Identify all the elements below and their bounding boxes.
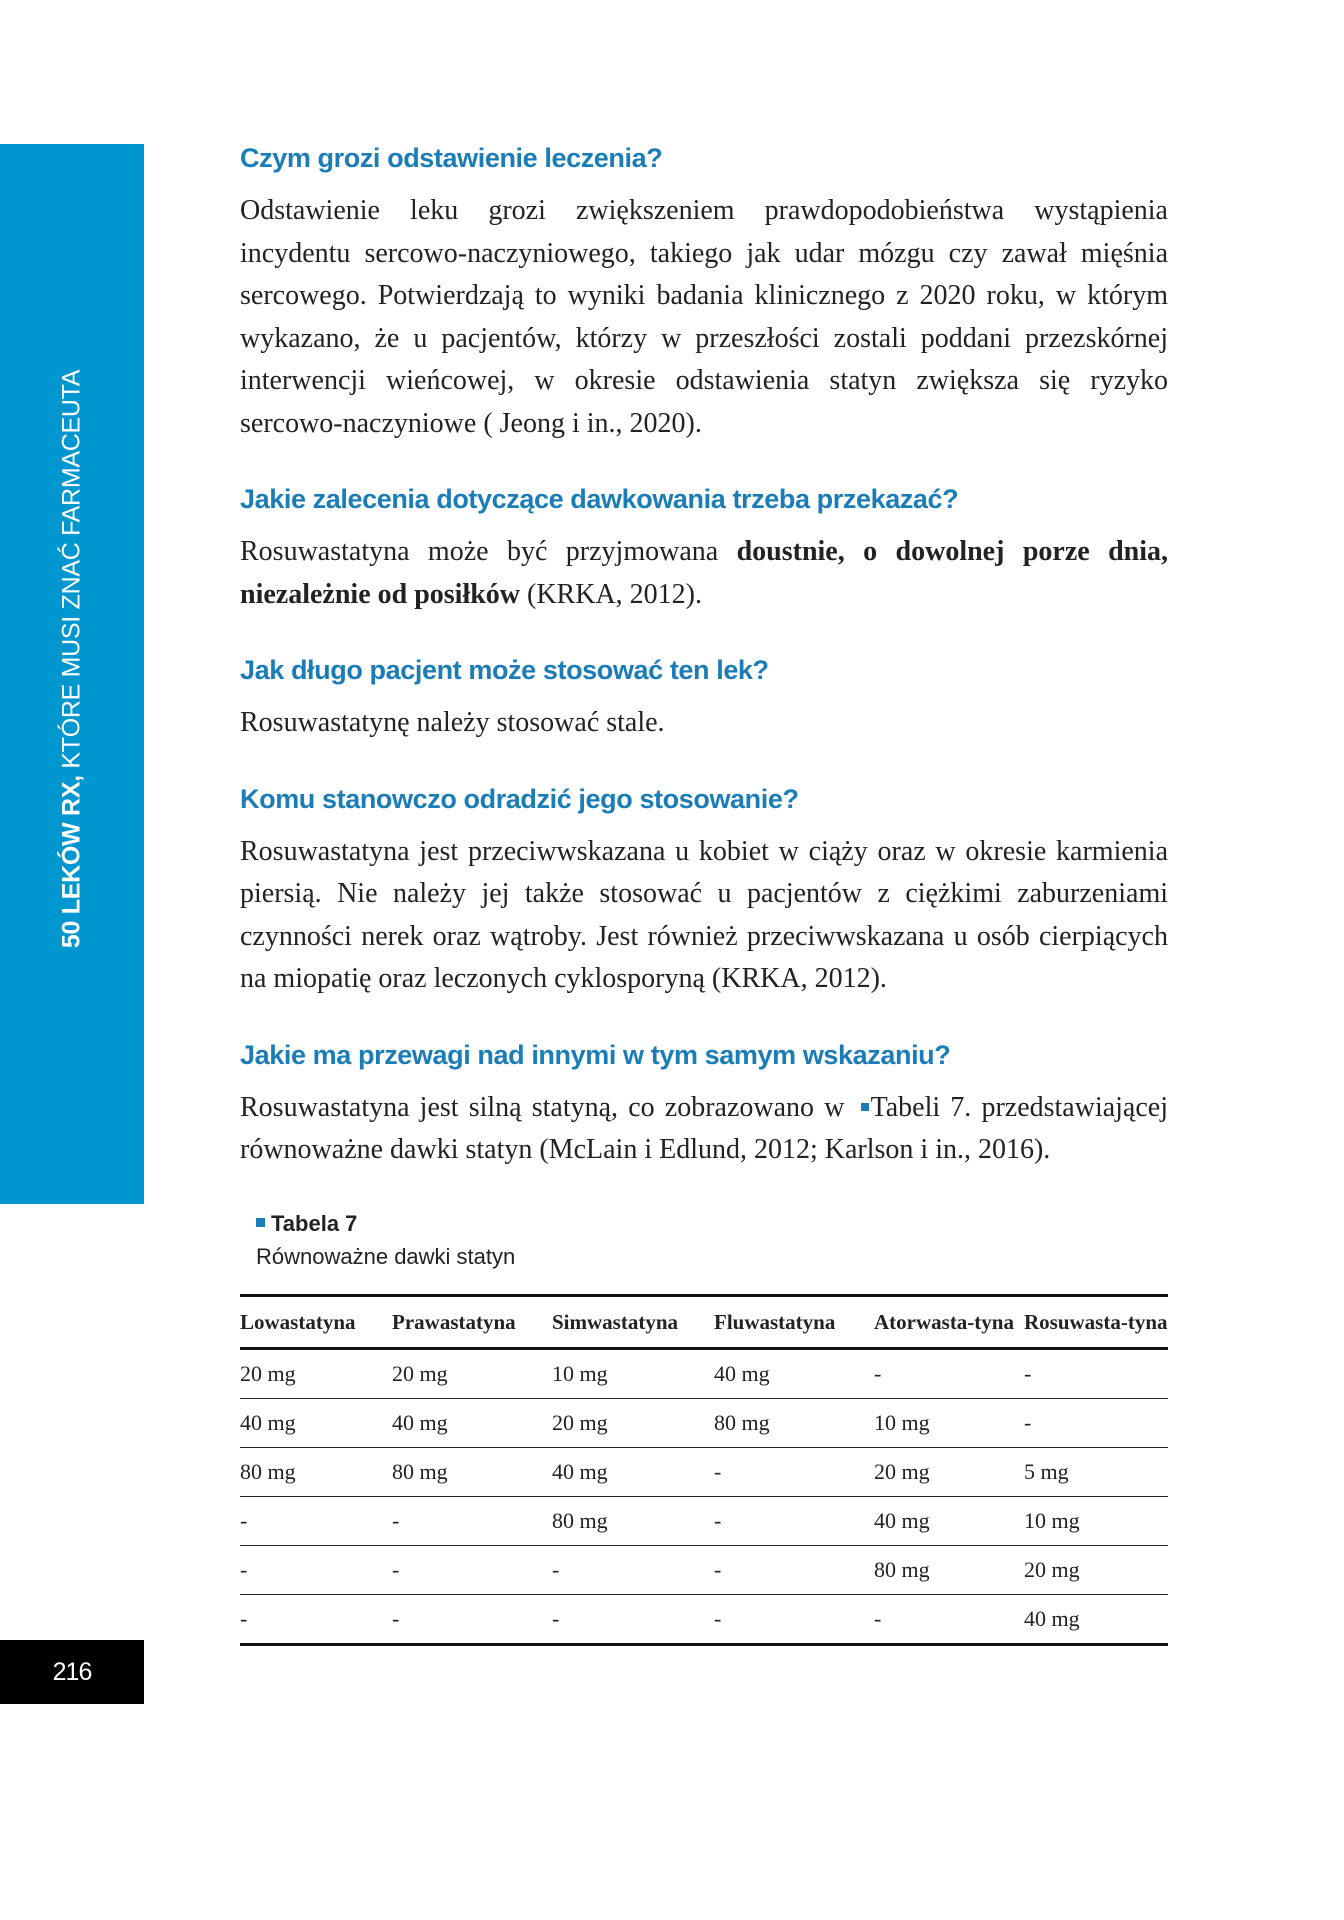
table-cell: 40 mg [714,1348,874,1398]
table-cell: 10 mg [1024,1496,1168,1545]
section-body-dosage [240,531,1168,616]
table-header-cell: Prawastatyna [392,1309,516,1334]
table-cell: - [714,1594,874,1644]
table-cell: - [874,1594,1024,1644]
table-row [240,1594,1168,1644]
table-bullet-icon [256,1218,265,1227]
sidebar-band [0,144,144,1204]
table-cell: 20 mg [874,1447,1024,1496]
section-body-discontinuation: Odstawienie leku grozi zwiększeniem prawdopodobieństwa wystąpienia incydentu sercowo-naczyniowego, takiego jak udar mózgu czy zawał mięśnia sercowego. Potwierdzają to wyniki badania klinicznego z 2020 roku, w którym wykazano, że u pacjentów, którzy w przeszłości zostali poddani przezskórnej interwencji wieńcowej, w okresie odstawienia statyn zwiększa się ryzyko sercowo-naczyniowe ( Jeong i in., 2020). [240,195,1168,439]
table-cell: 20 mg [240,1348,392,1398]
table-cell: - [1024,1398,1168,1447]
table-header-row [240,1295,1168,1348]
table-cell: 20 mg [392,1348,552,1398]
section-heading-advantages: Jakie ma przewagi nad innymi w tym samym wskazaniu? [240,1039,951,1070]
table-cell: 40 mg [874,1496,1024,1545]
advantages-text-suffix: Tabeli 7. przedstawiającej równoważne dawki statyn (McLain i Edlund, 2012; Karlson i in., 2016). [240,1091,1168,1165]
table-row [240,1398,1168,1447]
table-row [240,1496,1168,1545]
dosage-bold-timing: o dowolnej porze dnia, niezależnie od posiłków [240,536,1169,610]
dosage-text-prefix: Rosuwastatyna może być przyjmowana [240,536,737,567]
section-body-advantages [240,1087,1168,1172]
table-cell: - [714,1496,874,1545]
table-cell: - [714,1447,874,1496]
table-cell: 80 mg [552,1496,714,1545]
table-cell: - [552,1545,714,1594]
table-cell: - [240,1496,392,1545]
running-header-bold: 50 LEKÓW RX, [57,775,86,949]
table-cell: - [392,1496,552,1545]
table-cell: 20 mg [552,1398,714,1447]
table-link-bullet-icon [861,1103,869,1111]
table-cell: 80 mg [392,1447,552,1496]
table-cell: 40 mg [392,1398,552,1447]
section-heading-discontinuation: Czym grozi odstawienie leczenia? [240,143,663,173]
table-cell: - [240,1545,392,1594]
table-header-cell: Rosuwasta-tyna [1024,1309,1168,1334]
table-cell: 80 mg [240,1447,392,1496]
table-cell: 80 mg [874,1545,1024,1594]
table-header-cell: Lowastatyna [240,1309,356,1334]
section-heading-dosage: Jakie zalecenia dotyczące dawkowania trzeba przekazać? [240,484,959,514]
table-header-cell: Atorwasta-tyna [874,1309,1014,1334]
section-heading-contraindications: Komu stanowczo odradzić jego stosowanie? [240,783,799,814]
table-header-cell: Simwastatyna [552,1309,679,1334]
table-row [240,1348,1168,1398]
dosage-text-suffix: (KRKA, 2012). [520,578,703,610]
dosage-bold-oral: doustnie [736,536,838,567]
table-cell: - [714,1545,874,1594]
table-cell: 10 mg [874,1398,1024,1447]
section-body-duration: Rosuwastatynę należy stosować stale. [240,707,665,738]
table-header-cell: Fluwastatyna [714,1309,836,1334]
section-heading-duration: Jak długo pacjent może stosować ten lek? [240,655,769,685]
running-header-rest: KTÓRE MUSI ZNAĆ FARMACEUTA [57,369,86,776]
table-cell: - [874,1348,1024,1398]
table-cell: 40 mg [1024,1594,1168,1644]
section-body-contraindications: Rosuwastatyna jest przeciwwskazana u kobiet w ciąży oraz w okresie karmienia piersią. Nie należy jej także stosować u pacjentów z ciężkimi zaburzeniami czynności nerek oraz wątroby. Jest również przeciwwskazana u osób cierpiących na miopatię oraz leczonych cyklosporyną (KRKA, 2012). [240,835,1168,994]
table-cell: 20 mg [1024,1545,1168,1594]
table-cell: - [552,1594,714,1644]
table-title [256,1208,1168,1240]
table-cell: - [392,1545,552,1594]
table-row [240,1545,1168,1594]
table-cell: - [1024,1348,1168,1398]
advantages-text-prefix: Rosuwastatyna jest silną statyną, co zobrazowano w [240,1091,855,1123]
statin-dose-table [240,1294,1168,1646]
table-cell: 40 mg [240,1398,392,1447]
table-subtitle: Równoważne dawki statyn [256,1243,516,1269]
table-cell: - [392,1594,552,1644]
dosage-bold-sep: , [837,536,864,567]
running-header [58,370,87,948]
table-row [240,1447,1168,1496]
table-cell: 40 mg [552,1447,714,1496]
main-content [240,140,1168,1646]
table-title-text: Tabela 7 [271,1210,358,1236]
table-cell: 10 mg [552,1348,714,1398]
table-cell: - [240,1594,392,1644]
table-cell: 5 mg [1024,1447,1168,1496]
table-cell: 80 mg [714,1398,874,1447]
table-caption [256,1208,1168,1274]
page-number: 216 [0,1640,144,1704]
